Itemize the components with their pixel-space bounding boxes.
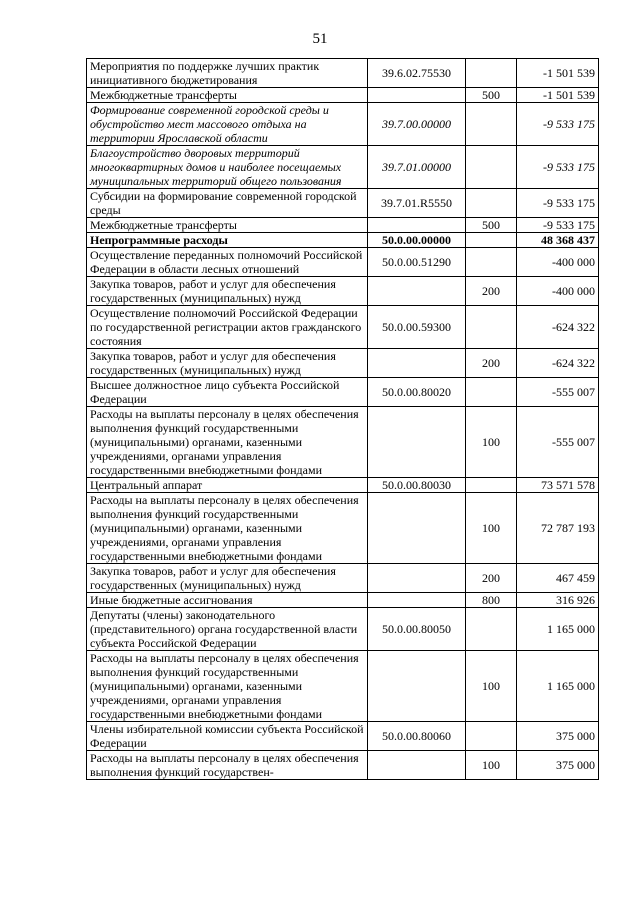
row-type-cell: 500 [466, 218, 517, 233]
row-name-cell: Непрограммные расходы [87, 233, 368, 248]
row-amount-cell: -400 000 [517, 277, 599, 306]
row-code-cell: 39.7.01.00000 [368, 146, 466, 189]
row-code-cell: 50.0.00.80050 [368, 608, 466, 651]
row-name-cell: Высшее должностное лицо субъекта Российской Федерации [87, 378, 368, 407]
row-amount-cell: 375 000 [517, 722, 599, 751]
row-code-cell: 39.7.01.R5550 [368, 189, 466, 218]
table-row [87, 722, 599, 751]
row-code-cell: 39.6.02.75530 [368, 59, 466, 88]
row-name-cell: Осуществление переданных полномочий Российской Федерации в области лесных отношений [87, 248, 368, 277]
table-row [87, 88, 599, 103]
row-name-cell: Иные бюджетные ассигнования [87, 593, 368, 608]
row-code-cell: 50.0.00.59300 [368, 306, 466, 349]
row-code-cell [368, 218, 466, 233]
table-row [87, 189, 599, 218]
row-code-cell: 50.0.00.80020 [368, 378, 466, 407]
row-name-cell: Закупка товаров, работ и услуг для обеспечения государственных (муниципальных) нужд [87, 564, 368, 593]
table-row [87, 349, 599, 378]
row-code-cell [368, 407, 466, 478]
row-name-cell: Закупка товаров, работ и услуг для обеспечения государственных (муниципальных) нужд [87, 349, 368, 378]
row-amount-cell: -555 007 [517, 407, 599, 478]
row-code-cell [368, 493, 466, 564]
table-row [87, 233, 599, 248]
row-type-cell: 200 [466, 277, 517, 306]
row-code-cell [368, 751, 466, 780]
table-row [87, 218, 599, 233]
row-type-cell: 500 [466, 88, 517, 103]
table-row [87, 751, 599, 780]
row-type-cell [466, 306, 517, 349]
row-amount-cell: 316 926 [517, 593, 599, 608]
table-row [87, 103, 599, 146]
page-number: 51 [312, 31, 328, 47]
row-type-cell [466, 722, 517, 751]
row-name-cell: Члены избирательной комиссии субъекта Российской Федерации [87, 722, 368, 751]
row-code-cell: 50.0.00.80030 [368, 478, 466, 493]
row-type-cell: 100 [466, 751, 517, 780]
row-amount-cell: 375 000 [517, 751, 599, 780]
row-name-cell: Мероприятия по поддержке лучших практик инициативного бюджетирования [87, 59, 368, 88]
table-row [87, 593, 599, 608]
row-amount-cell: -555 007 [517, 378, 599, 407]
row-name-cell: Расходы на выплаты персоналу в целях обеспечения выполнения функций государствен- [87, 751, 368, 780]
row-amount-cell: -9 533 175 [517, 218, 599, 233]
table-row [87, 59, 599, 88]
row-name-cell: Расходы на выплаты персоналу в целях обеспечения выполнения функций государственными (муниципальными) органами, казенными учреждениями, органами управления государственными внебюджетными фондами [87, 493, 368, 564]
row-name-cell: Субсидии на формирование современной городской среды [87, 189, 368, 218]
row-name-cell: Депутаты (члены) законодательного (представительного) органа государственной власти субъекта Российской Федерации [87, 608, 368, 651]
row-type-cell [466, 478, 517, 493]
row-code-cell: 50.0.00.80060 [368, 722, 466, 751]
row-amount-cell: -1 501 539 [517, 59, 599, 88]
row-amount-cell: -9 533 175 [517, 146, 599, 189]
row-type-cell [466, 146, 517, 189]
row-name-cell: Центральный аппарат [87, 478, 368, 493]
row-amount-cell: 1 165 000 [517, 651, 599, 722]
table-row [87, 608, 599, 651]
row-type-cell: 100 [466, 493, 517, 564]
row-amount-cell: 1 165 000 [517, 608, 599, 651]
row-name-cell: Благоустройство дворовых территорий многоквартирных домов и наиболее посещаемых муниципальных территорий общего пользования [87, 146, 368, 189]
table-row [87, 493, 599, 564]
table-row [87, 248, 599, 277]
row-amount-cell: 48 368 437 [517, 233, 599, 248]
row-amount-cell: -1 501 539 [517, 88, 599, 103]
row-amount-cell: -9 533 175 [517, 189, 599, 218]
budget-table-body [87, 59, 599, 780]
row-type-cell: 200 [466, 564, 517, 593]
table-row [87, 478, 599, 493]
row-code-cell [368, 593, 466, 608]
table-row [87, 651, 599, 722]
row-name-cell: Закупка товаров, работ и услуг для обеспечения государственных (муниципальных) нужд [87, 277, 368, 306]
row-name-cell: Расходы на выплаты персоналу в целях обеспечения выполнения функций государственными (муниципальными) органами, казенными учреждениями, органами управления государственными внебюджетными фондами [87, 651, 368, 722]
table-row [87, 277, 599, 306]
table-row [87, 306, 599, 349]
row-amount-cell: 72 787 193 [517, 493, 599, 564]
row-type-cell: 100 [466, 651, 517, 722]
row-code-cell [368, 349, 466, 378]
table-row [87, 378, 599, 407]
row-type-cell [466, 103, 517, 146]
row-code-cell: 39.7.00.00000 [368, 103, 466, 146]
budget-table [86, 58, 599, 780]
row-type-cell [466, 59, 517, 88]
row-amount-cell: -400 000 [517, 248, 599, 277]
table-row [87, 564, 599, 593]
row-name-cell: Межбюджетные трансферты [87, 218, 368, 233]
row-name-cell: Формирование современной городской среды и обустройство мест массового отдыха на территории Ярославской области [87, 103, 368, 146]
row-type-cell: 200 [466, 349, 517, 378]
row-name-cell: Расходы на выплаты персоналу в целях обеспечения выполнения функций государственными (муниципальными) органами, казенными учреждениями, органами управления государственными внебюджетными фондами [87, 407, 368, 478]
row-code-cell [368, 277, 466, 306]
table-row [87, 146, 599, 189]
row-type-cell [466, 608, 517, 651]
row-type-cell [466, 189, 517, 218]
row-code-cell [368, 88, 466, 103]
row-code-cell [368, 651, 466, 722]
row-amount-cell: 467 459 [517, 564, 599, 593]
row-name-cell: Осуществление полномочий Российской Федерации по государственной регистрации актов гражданского состояния [87, 306, 368, 349]
row-type-cell [466, 233, 517, 248]
row-amount-cell: -624 322 [517, 349, 599, 378]
row-type-cell [466, 248, 517, 277]
row-type-cell: 800 [466, 593, 517, 608]
row-type-cell [466, 378, 517, 407]
row-code-cell: 50.0.00.00000 [368, 233, 466, 248]
row-amount-cell: 73 571 578 [517, 478, 599, 493]
row-code-cell [368, 564, 466, 593]
row-code-cell: 50.0.00.51290 [368, 248, 466, 277]
row-name-cell: Межбюджетные трансферты [87, 88, 368, 103]
row-amount-cell: -9 533 175 [517, 103, 599, 146]
row-amount-cell: -624 322 [517, 306, 599, 349]
row-type-cell: 100 [466, 407, 517, 478]
table-row [87, 407, 599, 478]
